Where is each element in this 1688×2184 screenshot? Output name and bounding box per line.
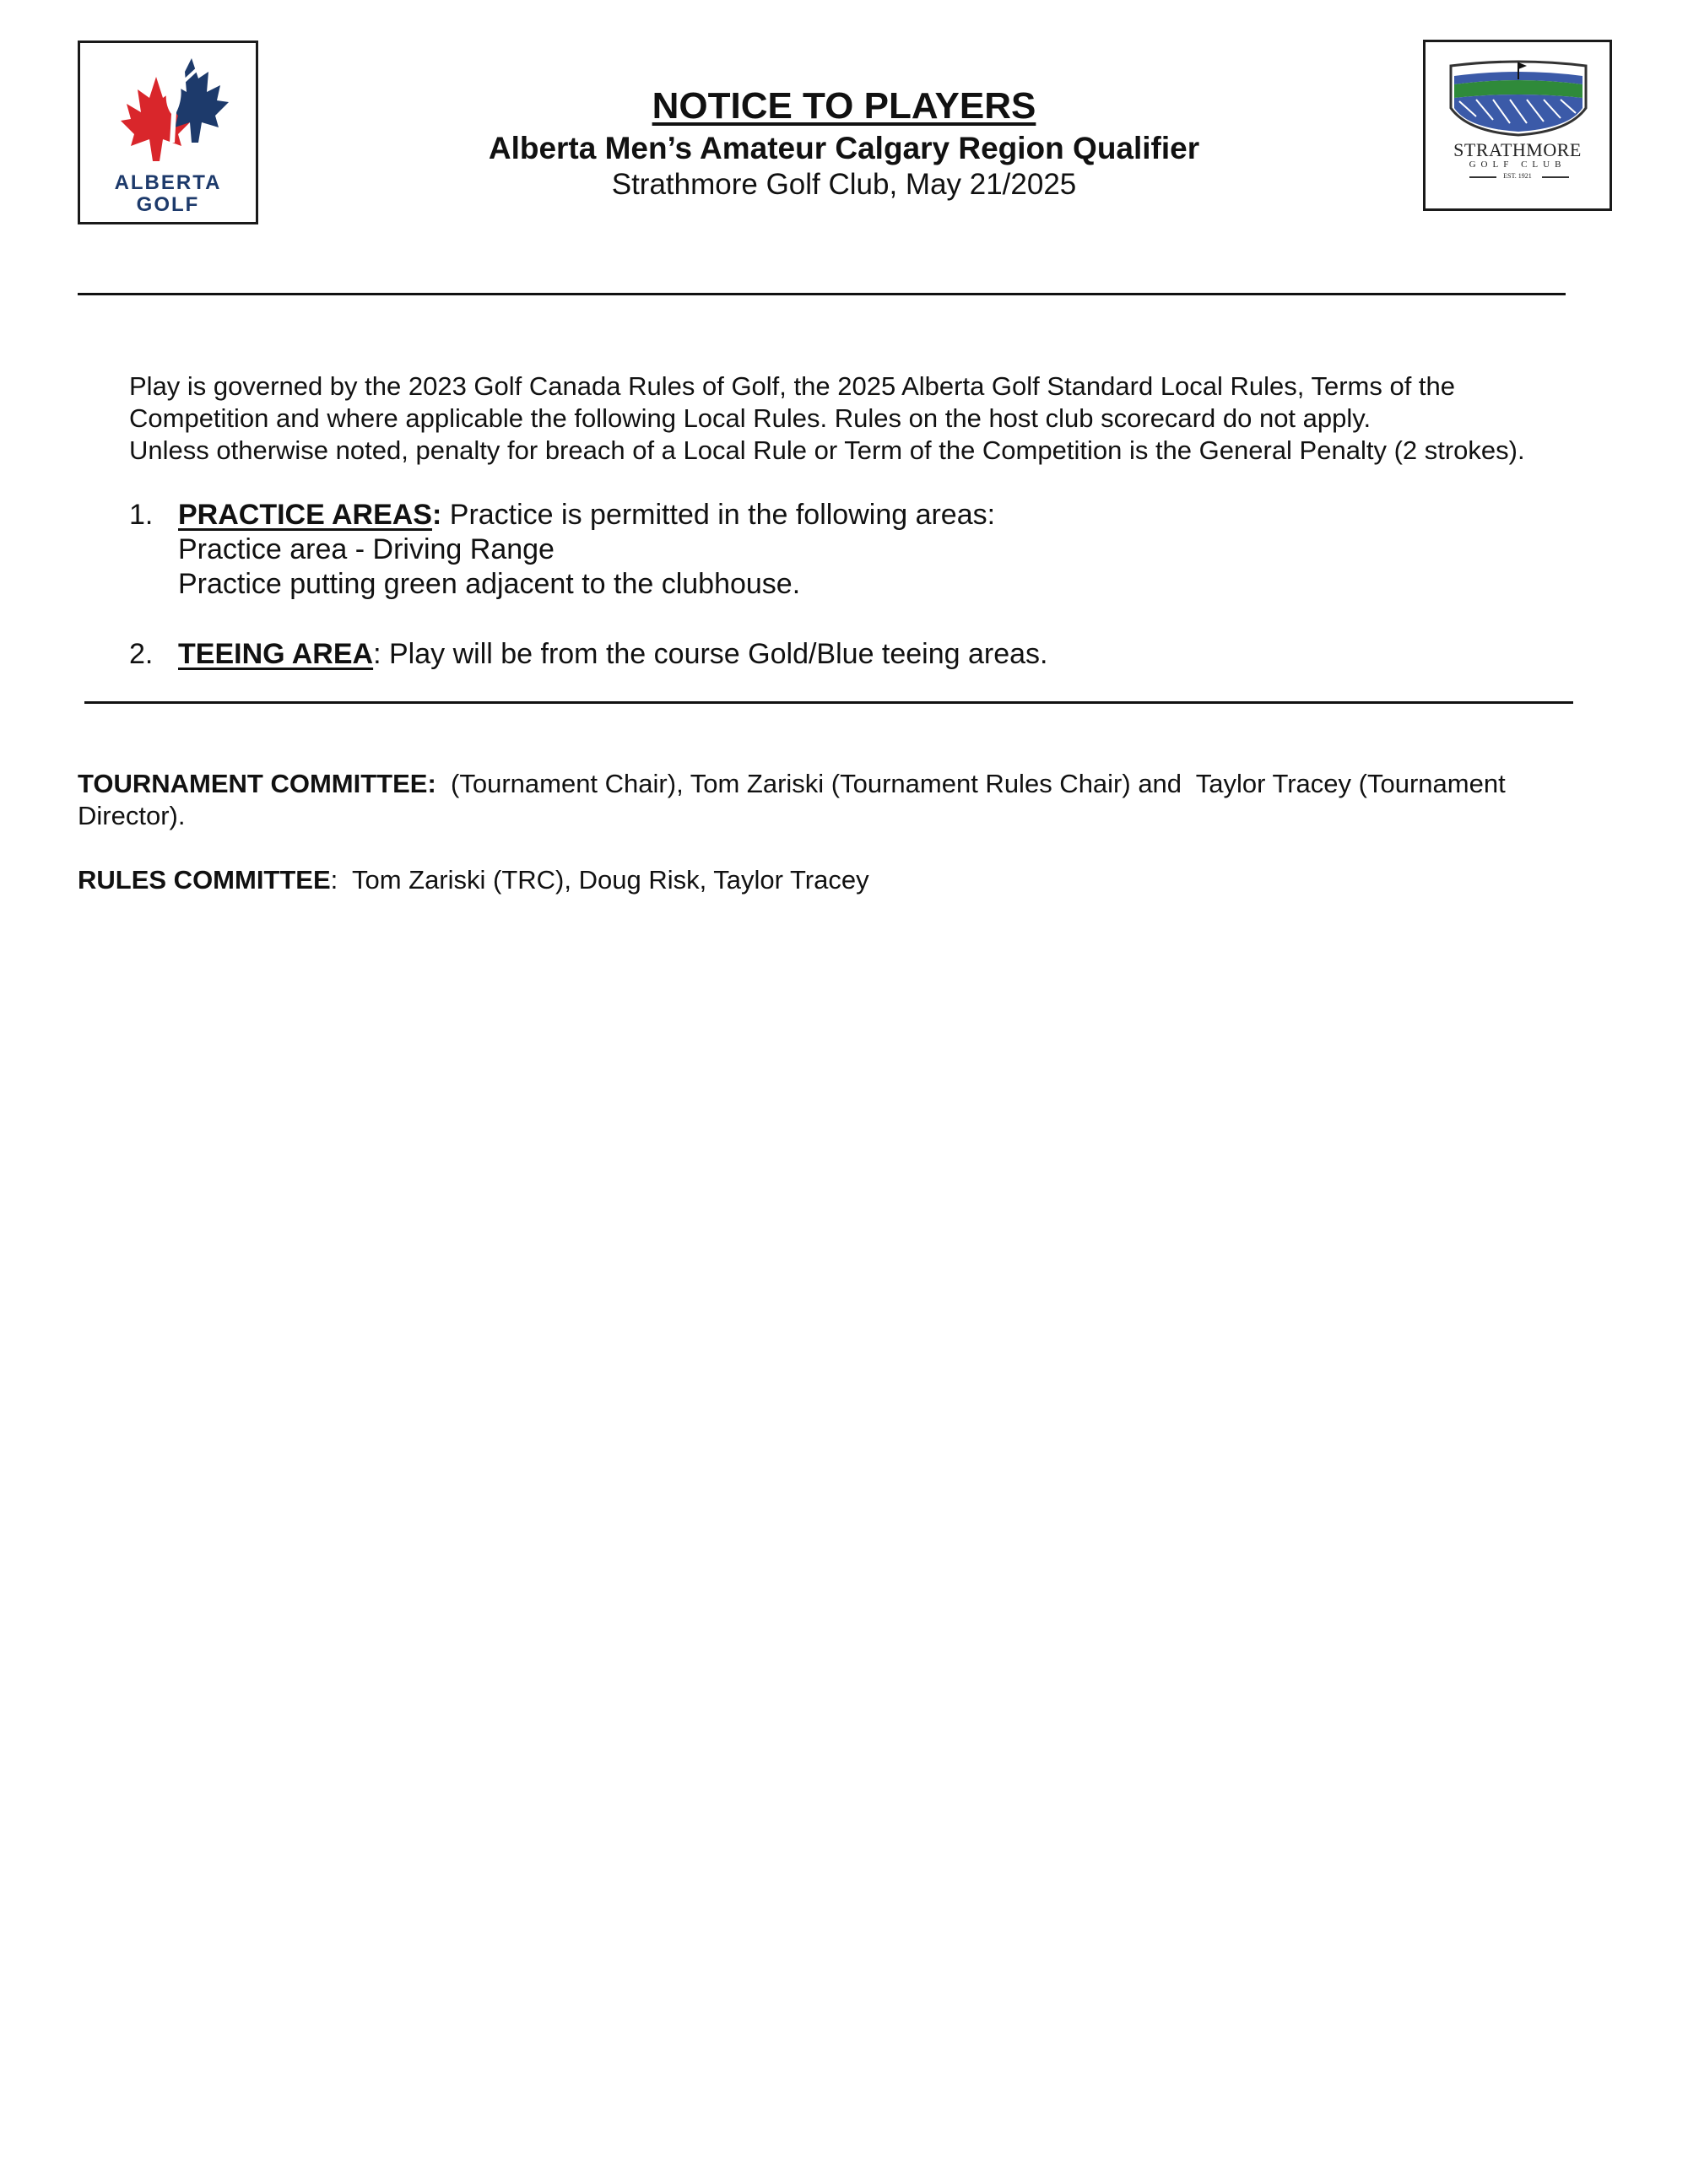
golf-green-flag-icon [1442,57,1594,138]
alberta-golf-logo [78,41,258,224]
intro-line-2: Competition and where applicable the following Local Rules. Rules on the host club scorecard do not apply. [129,403,1372,433]
item-subline-2: Practice putting green adjacent to the clubhouse. [178,568,801,600]
event-subtitle: Alberta Men’s Amateur Calgary Region Qualifier [488,131,1200,165]
alberta-golf-wordmark-line2: GOLF [136,193,200,216]
item-text: Play will be from the course Gold/Blue teeing areas. [381,638,1048,670]
tournament-committee-line-2: Director). [78,801,186,830]
rules-committee-line [78,865,869,895]
rules-committee-label: RULES COMMITTEE [78,865,331,895]
item-number: 2. [129,638,154,670]
rules-committee-members: : Tom Zariski (TRC), Doug Risk, Taylor Tracey [330,865,869,895]
item-heading: TEEING AREA [178,638,374,670]
item-heading-line [178,638,1048,671]
item-number: 1. [129,499,154,531]
item-text: Practice is permitted in the following areas: [441,499,996,531]
venue-date: Strathmore Golf Club, May 21/2025 [611,168,1077,201]
bottom-divider [84,701,1573,704]
tournament-committee-members: (Tournament Chair), Tom Zariski (Tournament Rules Chair) and Taylor Tracey (Tournament [436,769,1506,798]
item-colon: : [373,638,381,670]
tournament-committee-line-1 [78,769,1506,799]
intro-line-3: Unless otherwise noted, penalty for breach of a Local Rule or Term of the Competition is the General Penalty (2 strokes). [129,435,1525,465]
tournament-committee-label: TOURNAMENT COMMITTEE: [78,769,436,798]
logo-divider-right [1542,176,1569,178]
item-colon: : [432,499,442,531]
maple-leaf-golfer-icon [97,51,241,170]
golf-club-wordmark: GOLF CLUB [1469,159,1566,170]
intro-line-1: Play is governed by the 2023 Golf Canada Rules of Golf, the 2025 Alberta Golf Standard Local Rules, Terms of the [129,371,1456,401]
established-year: EST. 1921 [1503,172,1532,180]
strathmore-wordmark: STRATHMORE [1453,139,1582,160]
item-heading-line [178,499,995,532]
strathmore-golf-club-logo [1423,40,1612,211]
item-subline-1: Practice area - Driving Range [178,533,555,565]
alberta-golf-wordmark-line1: ALBERTA [114,171,222,194]
page-title: NOTICE TO PLAYERS [652,85,1036,127]
item-heading: PRACTICE AREAS [178,499,432,531]
top-divider [78,293,1566,295]
